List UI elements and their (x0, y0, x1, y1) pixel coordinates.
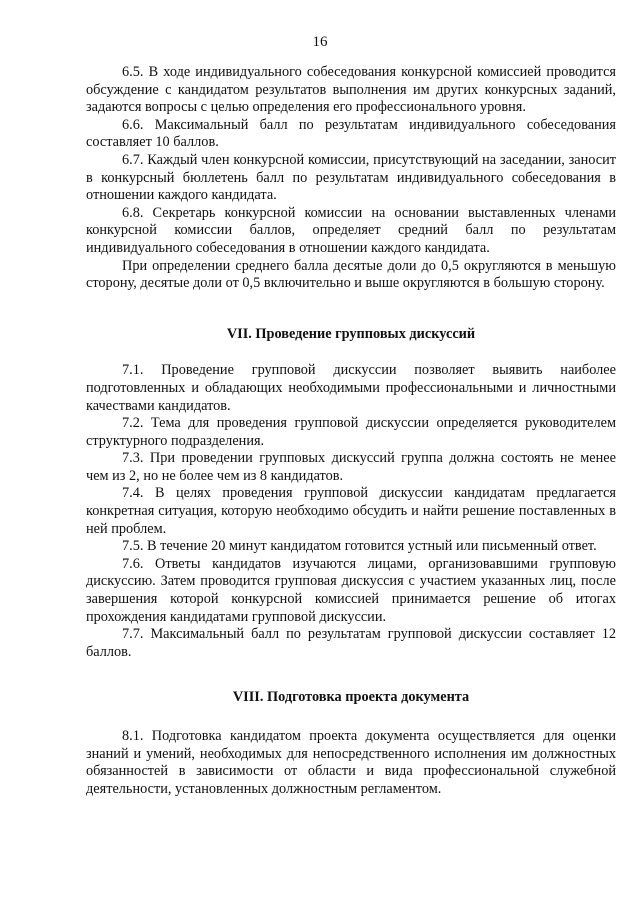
page-number: 16 (312, 34, 328, 50)
paragraph-7-2: 7.2. Тема для проведения групповой дискуссии определяется руководителем структурного подразделения. (86, 415, 616, 449)
paragraph-7-4: 7.4. В целях проведения групповой дискуссии кандидатам предлагается конкретная ситуация, которую необходимо обсудить и найти решение поставленных в ней проблем. (86, 485, 616, 537)
document-body (86, 64, 616, 798)
paragraph-7-5: 7.5. В течение 20 минут кандидатом готовится устный или письменный ответ. (122, 538, 597, 555)
paragraph-rounding-rule: При определении среднего балла десятые доли до 0,5 округляются в меньшую сторону, десятые доли от 0,5 включительно и выше округляются в большую сторону. (86, 257, 616, 292)
spacer (86, 661, 616, 689)
paragraph-6-6: 6.6. Максимальный балл по результатам индивидуального собеседования составляет 10 баллов. (86, 116, 616, 151)
paragraph-7-3: 7.3. При проведении групповых дискуссий группа должна состоять не менее чем из 2, но не более чем из 8 кандидатов. (86, 450, 616, 484)
spacer (86, 343, 616, 362)
spacer (86, 293, 616, 326)
section-heading-viii: VIII. Подготовка проекта документа (232, 689, 470, 706)
paragraph-8-1: 8.1. Подготовка кандидатом проекта документа осуществляется для оценки знаний и умений, необходимых для непосредственного исполнения им должностных обязанностей в зависимости от области и вида профессиональной служебной деятельности, установленных должностным регламентом. (86, 728, 616, 797)
paragraph-7-7: 7.7. Максимальный балл по результатам групповой дискуссии составляет 12 баллов. (86, 626, 616, 660)
paragraph-6-7: 6.7. Каждый член конкурсной комиссии, присутствующий на заседании, заносит в конкурсный бюллетень балл по результатам индивидуального собеседования в отношении каждого кандидата. (86, 151, 616, 204)
paragraph-7-6: 7.6. Ответы кандидатов изучаются лицами, организовавшими групповую дискуссию. Затем проводится групповая дискуссия с участием указанных лиц, после завершения которой конкурсной комиссией принимается решение об итогах прохождения кандидатами групповой дискуссии. (86, 555, 616, 625)
paragraph-7-1: 7.1. Проведение групповой дискуссии позволяет выявить наиболее подготовленных и обладающих необходимыми профессиональными и личностными качествами кандидатов. (86, 362, 616, 414)
paragraph-6-5: 6.5. В ходе индивидуального собеседования конкурсной комиссией проводится обсуждение с кандидатом результатов выполнения им других конкурсных заданий, задаются вопросы с целью определения его профессионального уровня. (86, 64, 616, 116)
paragraph-6-8: 6.8. Секретарь конкурсной комиссии на основании выставленных членами конкурсной комиссии баллов, определяет средний балл по результатам индивидуального собеседования в отношении каждого кандидата. (86, 204, 616, 256)
section-heading-vii: VII. Проведение групповых дискуссий (226, 325, 476, 342)
spacer (86, 707, 616, 728)
